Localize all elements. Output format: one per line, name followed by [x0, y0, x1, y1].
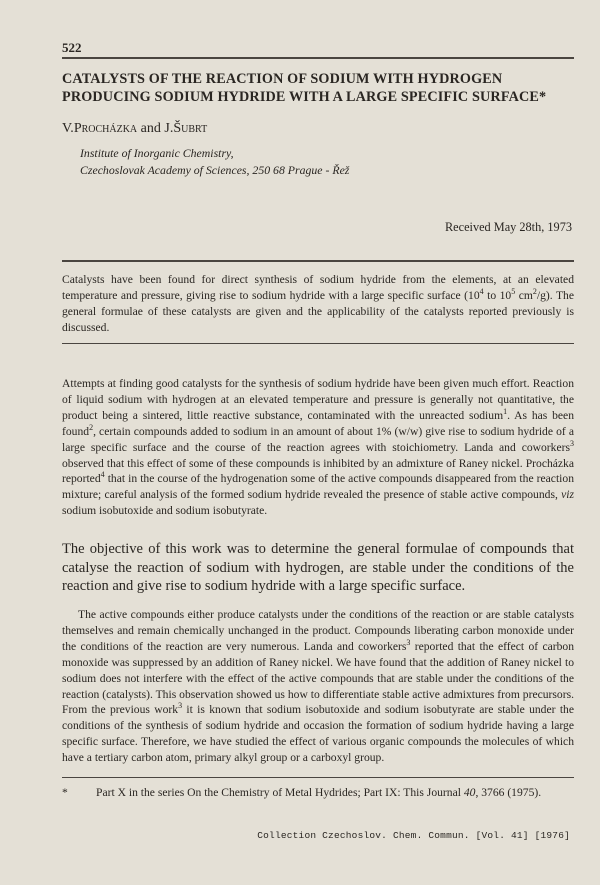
title-footnote-mark: *	[539, 89, 547, 105]
author-2: Šubrt	[173, 121, 208, 136]
title-line-2: PRODUCING SODIUM HYDRIDE WITH A LARGE SPECIFIC SURFACE*	[62, 89, 547, 105]
footnote-mark: *	[62, 786, 68, 799]
authors: V.Procházka and J.Šubrt	[62, 121, 208, 136]
received-date: Received May 28th, 1973	[444, 220, 572, 234]
body-paragraph: The active compounds either produce catalysts under the conditions of the reaction or are stable catalysts themselves and remain chemically unchanged in the product. Compounds liberating carbon monoxide under the conditions of the reaction are very numerous. Landa and coworkers$^3$ reported that the effect of carbon monoxide was suppressed by an addition of Raney nickel. We have found that the addition of Raney nickel to sodium does not interfere with the effect of the active compounds that are stable under the conditions of the reaction (catalysts). This observation showed us how to differentiate stable active admixtures from precursors. From the previous work$^3$ it is known that sodium isobutoxide and sodium isobutyrate are stable under the conditions of the synthesis of sodium hydride and occasion the formation of sodium hydride having a large specific surface. Therefore, we have studied the effect of various organic compounds the molecules of which have a tertiary carbon atom, primary alkyl group or a carboxyl group.	[62, 608, 574, 765]
abstract-top-rule	[62, 260, 574, 262]
abstract: Catalysts have been found for direct synthesis of sodium hydride from the elements, at an elevated temperature and pressure, giving rise to sodium hydride with a large specific surface ($10^4$ to $10^5$ $cm^2/g$). The general formulae of these catalysts are given and the applicability of the catalysts reported previously is discussed.	[62, 273, 574, 334]
title-line-1: CATALYSTS OF THE REACTION OF SODIUM WITH HYDROGEN	[62, 71, 503, 87]
affiliation: Institute of Inorganic Chemistry, Czechoslovak Academy of Sciences, 250 68 Prague - Řež	[80, 146, 350, 177]
intro-paragraph: Attempts at finding good catalysts for the synthesis of sodium hydride have been given much effort. Reaction of liquid sodium with hydrogen at an elevated temperature and pressure is generally not quantitative, the product being a sintered, little reactive substance, contaminated with the unreacted sodium$^1$. As has been found$^2$, certain compounds added to sodium in an amount of about 1% (w/w) give rise to sodium hydride of a large specific surface and the course of the reaction agrees with stoichiometry. Landa and coworkers$^3$ observed that this effect of some of these compounds is inhibited by an admixture of Raney nickel. Procházka reported$^4$ that in the course of the hydrogenation some of the active compounds disappeared from the reaction mixture; careful analysis of the formed sodium hydride revealed the presence of stable active compounds, viz sodium isobutoxide and sodium isobutyrate.	[62, 377, 574, 518]
footnote-rule	[62, 777, 574, 778]
page-number: 522	[62, 40, 82, 55]
journal-citation: Collection Czechoslov. Chem. Commun. [Vol. 41] [1976]	[257, 830, 570, 841]
author-1: Procházka	[73, 121, 138, 136]
objective-statement: The objective of this work was to determine the general formulae of compounds that catalyse the reaction of sodium with hydrogen, are stable under the conditions of the reaction and give rise to sodium hydride with a large specific surface.	[62, 541, 574, 595]
abstract-bottom-rule	[62, 343, 574, 344]
header-rule	[62, 57, 574, 59]
paper-title	[62, 70, 574, 106]
footnote: * Part X in the series On the Chemistry of Metal Hydrides; Part IX: This Journal 40, 3766 (1975).	[62, 786, 542, 799]
